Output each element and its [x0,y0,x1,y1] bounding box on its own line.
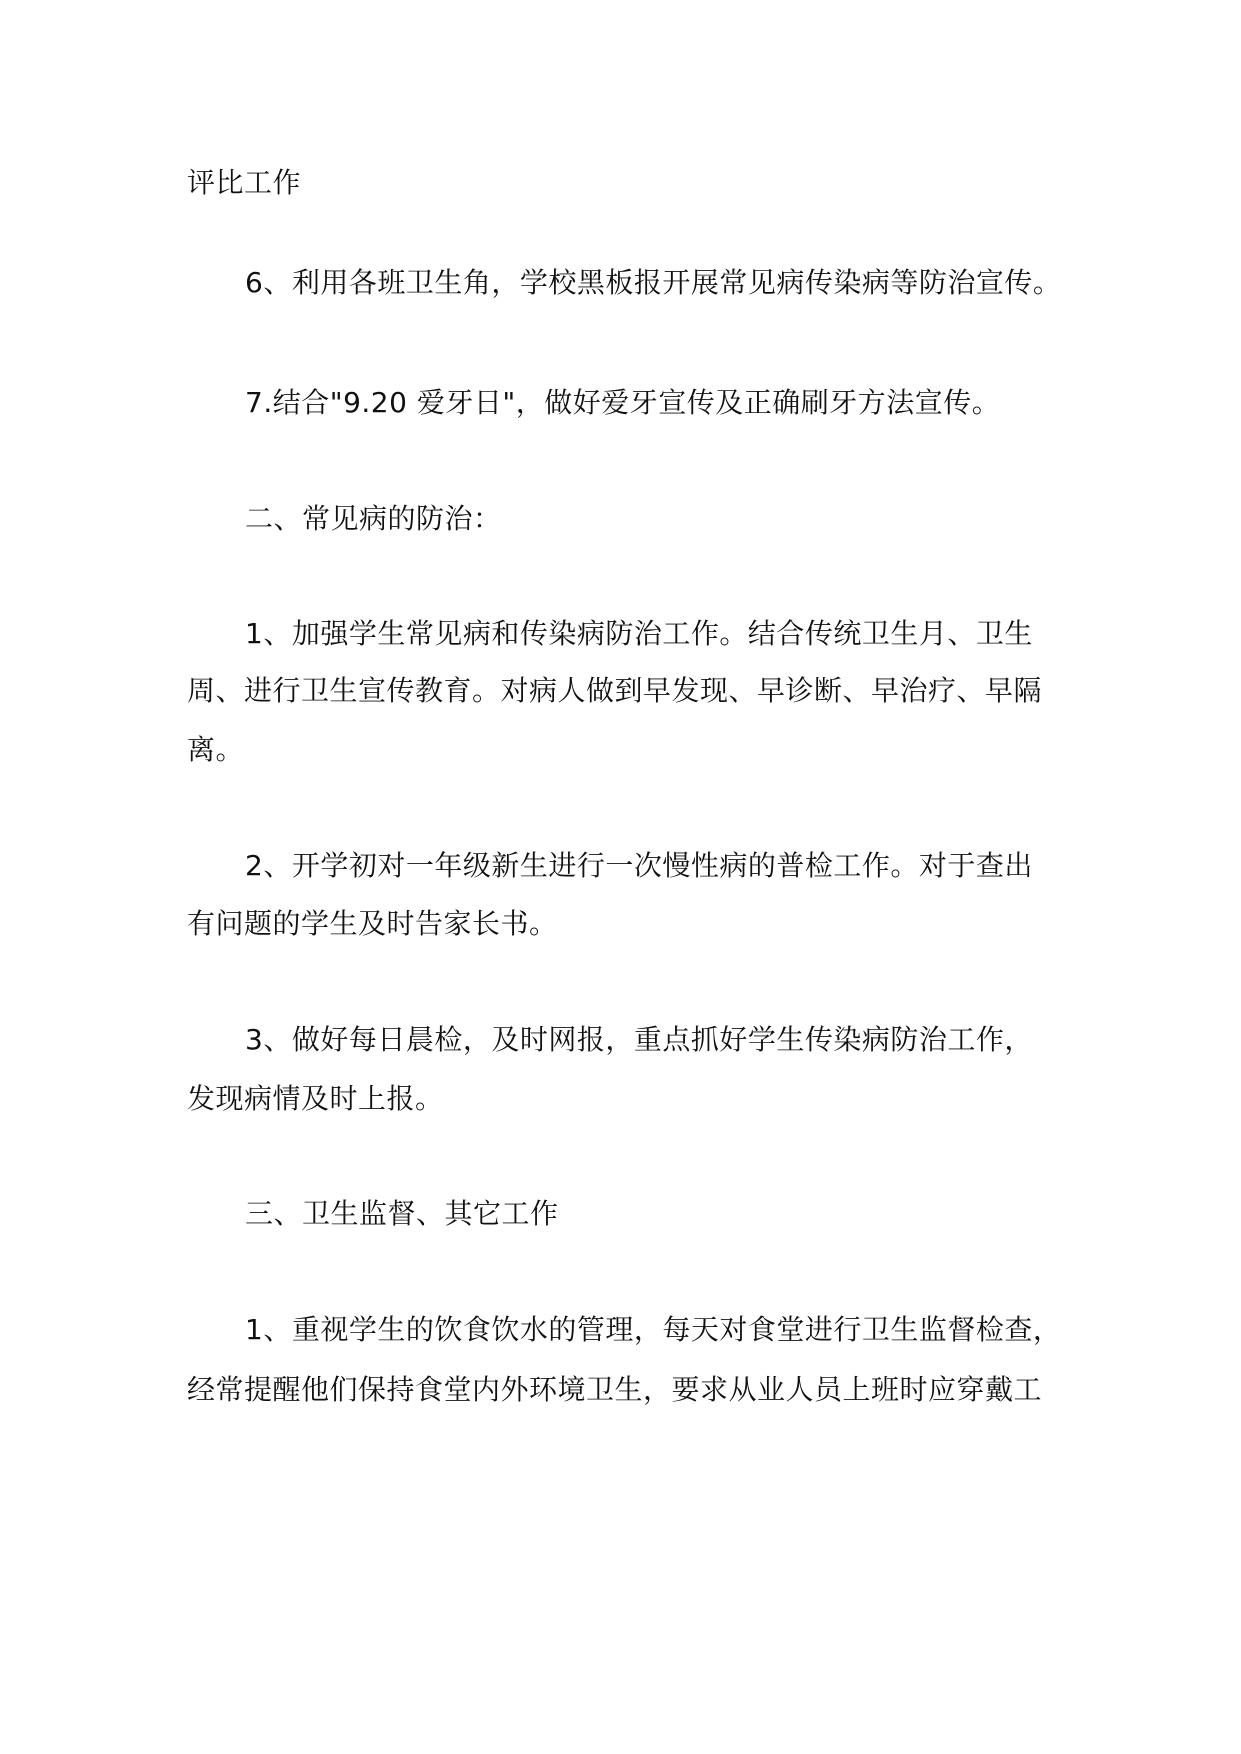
paragraph-2-1-line-2: 周、进行卫生宣传教育。对病人做到早发现、早诊断、早治疗、早隔 [187,674,1043,707]
section-heading-3: 三、卫生监督、其它工作 [245,1197,559,1230]
paragraph-2-3-line-1: 3、做好每日晨检，及时网报，重点抓好学生传染病防治工作， [245,1023,1033,1056]
paragraph-2-2-line-1: 2、开学初对一年级新生进行一次慢性病的普检工作。对于查出 [245,849,1033,882]
paragraph-2-2-line-2: 有问题的学生及时告家长书。 [187,907,558,940]
paragraph-2-1-line-3: 离。 [187,733,245,766]
paragraph-2-1-line-1: 1、加强学生常见病和传染病防治工作。结合传统卫生月、卫生 [245,617,1033,650]
text-line-continuation: 评比工作 [187,166,302,199]
paragraph-item-6: 6、利用各班卫生角，学校黑板报开展常见病传染病等防治宣传。 [245,266,1062,299]
paragraph-3-1-line-1: 1、重视学生的饮食饮水的管理，每天对食堂进行卫生监督检查， [245,1313,1062,1346]
paragraph-2-3-line-2: 发现病情及时上报。 [187,1082,444,1115]
section-heading-2: 二、常见病的防治： [245,502,502,535]
paragraph-3-1-line-2: 经常提醒他们保持食堂内外环境卫生，要求从业人员上班时应穿戴工 [187,1373,1043,1406]
paragraph-item-7: 7.结合"9.20 爱牙日"，做好爱牙宣传及正确刷牙方法宣传。 [245,386,1001,419]
